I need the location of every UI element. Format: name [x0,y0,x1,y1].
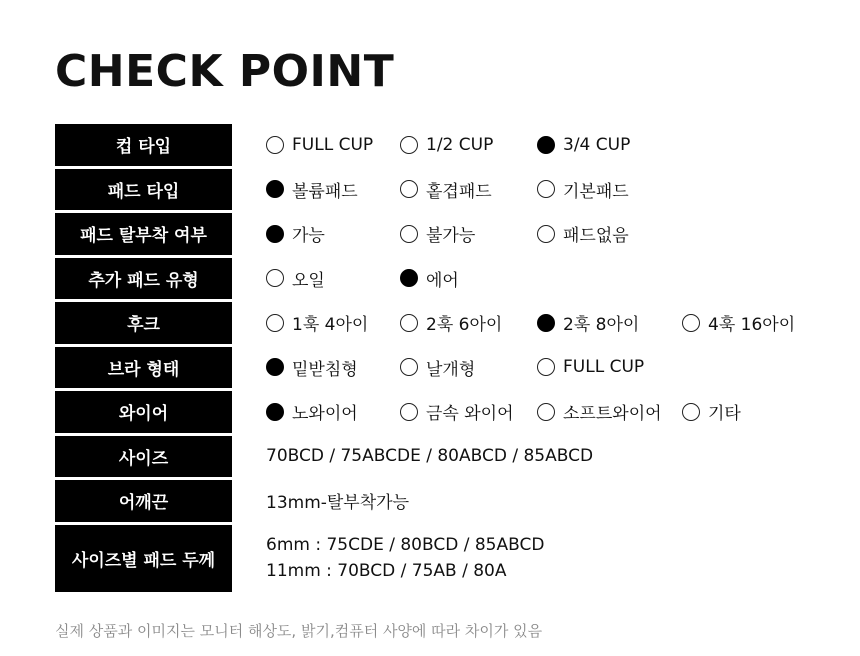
size-text: 70BCD / 75ABCDE / 80ABCD / 85ABCD [266,446,594,467]
option-oil[interactable] [266,266,325,291]
option-three-quarter-cup[interactable] [537,135,630,155]
options [232,302,815,344]
thickness-values [232,535,544,581]
row-size [55,436,815,478]
disclaimer-note: 실제 상품과 이미지는 모니터 해상도, 밝기,컴퓨터 사양에 따라 차이가 있음 [55,622,543,640]
radio-filled-icon [400,269,418,287]
row-label: 패드 타입 [55,169,232,211]
option-label: 홑겹패드 [426,181,492,202]
option-label: 소프트와이어 [563,404,662,425]
options [232,258,815,300]
row-extra-pad [55,258,815,300]
row-bra-shape [55,347,815,389]
option-4hook-16eye[interactable] [682,310,795,335]
row-label: 패드 탈부착 여부 [55,213,232,255]
row-hook [55,302,815,344]
row-cup-type [55,124,815,166]
row-label: 사이즈별 패드 두께 [55,525,232,592]
option-1hook-4eye[interactable] [266,310,368,335]
radio-empty-icon [400,314,418,332]
radio-empty-icon [682,403,700,421]
option-label: 3/4 CUP [563,134,631,155]
size-values [232,446,593,466]
options [232,347,815,389]
option-label: 밑받침형 [292,359,358,380]
page-title: CHECK POINT [55,46,395,97]
option-label: FULL CUP [563,357,645,378]
thickness-line: 11mm : 70BCD / 75AB / 80A [266,561,507,581]
options [232,213,815,255]
row-label: 추가 패드 유형 [55,258,232,300]
option-impossible[interactable] [400,221,475,246]
radio-empty-icon [537,225,555,243]
option-no-wire[interactable] [266,399,358,424]
option-label: 패드없음 [563,226,629,247]
option-label: 금속 와이어 [426,404,514,425]
option-label: 오일 [292,270,325,291]
option-label: 날개형 [426,359,476,380]
options [232,124,815,166]
option-label: 불가능 [426,226,476,247]
strap-text: 13mm-탈부착가능 [266,493,409,514]
options [232,391,815,433]
radio-filled-icon [537,136,555,154]
option-single-pad[interactable] [400,177,492,202]
option-label: 1훅 4아이 [292,315,369,336]
spec-table [55,124,815,595]
option-volume-pad[interactable] [266,177,358,202]
option-2hook-8eye[interactable] [537,310,639,335]
option-label: 노와이어 [292,404,358,425]
option-half-cup[interactable] [400,135,493,155]
row-label: 와이어 [55,391,232,433]
option-label: 기타 [708,404,741,425]
radio-filled-icon [266,358,284,376]
thickness-lines [266,535,544,581]
option-label: 에어 [426,270,459,291]
option-full-cup[interactable] [266,135,373,155]
radio-empty-icon [266,314,284,332]
option-full-cup[interactable] [537,357,644,377]
radio-empty-icon [266,269,284,287]
row-pad-thickness [55,525,815,592]
option-label: 가능 [292,226,325,247]
option-other[interactable] [682,399,741,424]
radio-empty-icon [537,180,555,198]
radio-empty-icon [682,314,700,332]
row-label: 브라 형태 [55,347,232,389]
option-label: 2훅 8아이 [563,315,640,336]
strap-values [232,488,409,513]
options [232,169,815,211]
radio-empty-icon [537,358,555,376]
row-label: 어깨끈 [55,480,232,522]
option-2hook-6eye[interactable] [400,310,502,335]
row-label: 컵 타입 [55,124,232,166]
option-label: 볼륨패드 [292,181,358,202]
option-possible[interactable] [266,221,325,246]
thickness-line: 6mm : 75CDE / 80BCD / 85ABCD [266,535,545,555]
option-label: 2훅 6아이 [426,315,503,336]
option-label: FULL CUP [292,134,374,155]
row-wire [55,391,815,433]
row-strap [55,480,815,522]
radio-filled-icon [266,403,284,421]
option-wing-type[interactable] [400,355,475,380]
option-label: 1/2 CUP [426,134,494,155]
radio-filled-icon [266,180,284,198]
row-pad-type [55,169,815,211]
option-label: 기본패드 [563,181,629,202]
row-label: 후크 [55,302,232,344]
row-pad-removable [55,213,815,255]
radio-empty-icon [537,403,555,421]
radio-empty-icon [400,358,418,376]
option-basic-pad[interactable] [537,177,629,202]
radio-empty-icon [400,180,418,198]
option-metal-wire[interactable] [400,399,514,424]
radio-filled-icon [266,225,284,243]
option-no-pad[interactable] [537,221,629,246]
option-air[interactable] [400,266,459,291]
radio-empty-icon [400,225,418,243]
option-label: 4훅 16아이 [708,315,796,336]
radio-filled-icon [537,314,555,332]
radio-empty-icon [400,403,418,421]
row-label: 사이즈 [55,436,232,478]
radio-empty-icon [400,136,418,154]
radio-empty-icon [266,136,284,154]
option-soft-wire[interactable] [537,399,662,424]
option-underwire-type[interactable] [266,355,358,380]
